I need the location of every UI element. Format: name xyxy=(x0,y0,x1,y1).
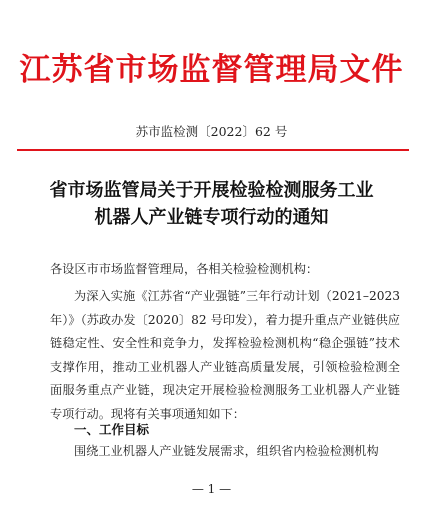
addressee-line: 各设区市市场监督管理局，各相关检验检测机构： xyxy=(50,262,319,276)
red-divider-line xyxy=(17,149,409,151)
document-masthead: 江苏省市场监督管理局文件 xyxy=(19,52,404,88)
document-title-line-1: 省市场监管局关于开展检验检测服务工业 xyxy=(49,180,374,201)
body-paragraph-1: 为深入实施《江苏省“产业强链”三年行动计划（2021–2023年）》（苏政办发〔2020〕82 号印发），着力提升重点产业链供应链稳定性、安全性和竞争力，发挥检验检测机构“稳企强链”技术支撑作用，推动工业机器人产业链高质量发展，引领检验检测全面服务重点产业链，现决定开展检验检测服务工业机器人产业链专项行动。现将有关事项通知如下： xyxy=(50,289,400,421)
document-title-line-2: 机器人产业链专项行动的通知 xyxy=(94,207,329,228)
body-paragraph-2: 围绕工业机器人产业链发展需求，组织省内检验检测机构 xyxy=(74,444,379,458)
section-heading-goals: 一、工作目标 xyxy=(74,422,150,437)
document-number: 苏市监检测〔2022〕62 号 xyxy=(135,124,288,139)
page-number: — 1 — xyxy=(191,482,232,496)
